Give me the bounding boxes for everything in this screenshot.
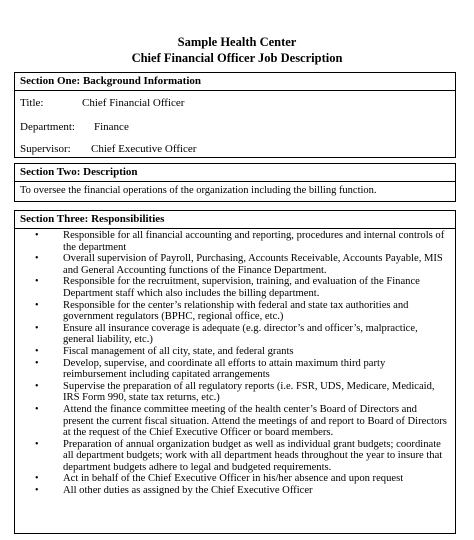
list-item-text: Fiscal management of all city, state, and federal grants — [63, 345, 294, 357]
list-item-text: Overall supervision of Payroll, Purchasing, Accounts Receivable, Accounts Payable, MIS and General Accounting functions of the Finance Department. — [63, 253, 443, 276]
list-item-text: All other duties as assigned by the Chief Executive Officer — [63, 485, 313, 497]
list-item-text: Develop, supervise, and coordinate all efforts to attain maximum third party reimbursement including capitated arrangements — [63, 357, 386, 381]
list-item-text: Supervise the preparation of all regulatory reports (i.e. FSR, UDS, Medicare, Medicaid, IRS Form 990, state tax returns, etc.) — [63, 380, 435, 404]
description-text: To oversee the financial operations of the organization including the billing function. — [20, 185, 377, 196]
list-item-text: Ensure all insurance coverage is adequate (e.g. director’s and officer’s, malpractice, general liability, etc.) — [63, 322, 418, 346]
document-subtitle: Chief Financial Officer Job Description — [131, 51, 343, 65]
list-item — [15, 323, 455, 346]
section-heading: Section One: Background Information — [15, 73, 455, 91]
list-item-text: Attend the finance committee meeting of the health center’s Board of Directors and present the current fiscal situation. Attend the meetings of and report to Board of Directors at the request of the Chief Executive Officer or board members. — [63, 403, 447, 439]
bullet-icon: • — [35, 345, 39, 357]
bullet-icon: • — [35, 438, 39, 450]
bullet-icon: • — [35, 322, 39, 334]
list-item — [15, 230, 455, 253]
section-heading: Section Two: Description — [15, 164, 455, 182]
row-label: Department: — [20, 121, 75, 133]
bullet-icon: • — [35, 230, 39, 241]
section-background-information — [14, 72, 456, 158]
section-description — [14, 163, 456, 202]
list-item-text: Responsible for the recruitment, supervision, training, and evaluation of the Finance Department staff which also includes the billing department. — [63, 276, 420, 299]
responsibilities-list — [15, 229, 455, 497]
row-value: Finance — [94, 121, 129, 133]
list-item — [15, 439, 455, 474]
bullet-icon: • — [35, 299, 39, 311]
row-label: Supervisor: — [20, 143, 71, 155]
list-item — [15, 485, 455, 497]
list-item — [15, 381, 455, 404]
list-item-text: Responsible for all financial accounting and reporting, procedures and internal controls of the department — [63, 230, 445, 253]
bullet-icon: • — [35, 276, 39, 288]
list-item — [15, 346, 455, 358]
list-item — [15, 276, 455, 299]
list-item — [15, 300, 455, 323]
row-value: Chief Executive Officer — [91, 143, 197, 155]
bullet-icon: • — [35, 380, 39, 392]
section-responsibilities — [14, 210, 456, 534]
bullet-icon: • — [35, 473, 39, 485]
bullet-icon: • — [35, 253, 39, 265]
list-item — [15, 253, 455, 276]
bullet-icon: • — [35, 485, 39, 497]
bullet-icon: • — [35, 403, 39, 415]
section-heading: Section Three: Responsibilities — [15, 211, 455, 229]
document-title: Sample Health Center — [177, 35, 297, 49]
list-item — [15, 404, 455, 439]
list-item — [15, 473, 455, 485]
row-value: Chief Financial Officer — [82, 97, 185, 109]
supervisor-row — [20, 143, 197, 156]
row-label: Title: — [20, 97, 44, 109]
list-item-text: Preparation of annual organization budget as well as individual grant budgets; coordinate all department budgets; work with all department heads throughout the year to insure that department budgets adhere to legal and budgeted requirements. — [63, 438, 443, 473]
department-row — [20, 121, 129, 134]
bullet-icon: • — [35, 357, 39, 369]
list-item-text: Act in behalf of the Chief Executive Officer in his/her absence and upon request — [63, 473, 404, 485]
list-item-text: Responsible for the center’s relationship with federal and state tax authorities and government regulators (BPHC, regional office, etc.) — [63, 299, 409, 323]
list-item — [15, 358, 455, 381]
title-row — [20, 97, 185, 110]
